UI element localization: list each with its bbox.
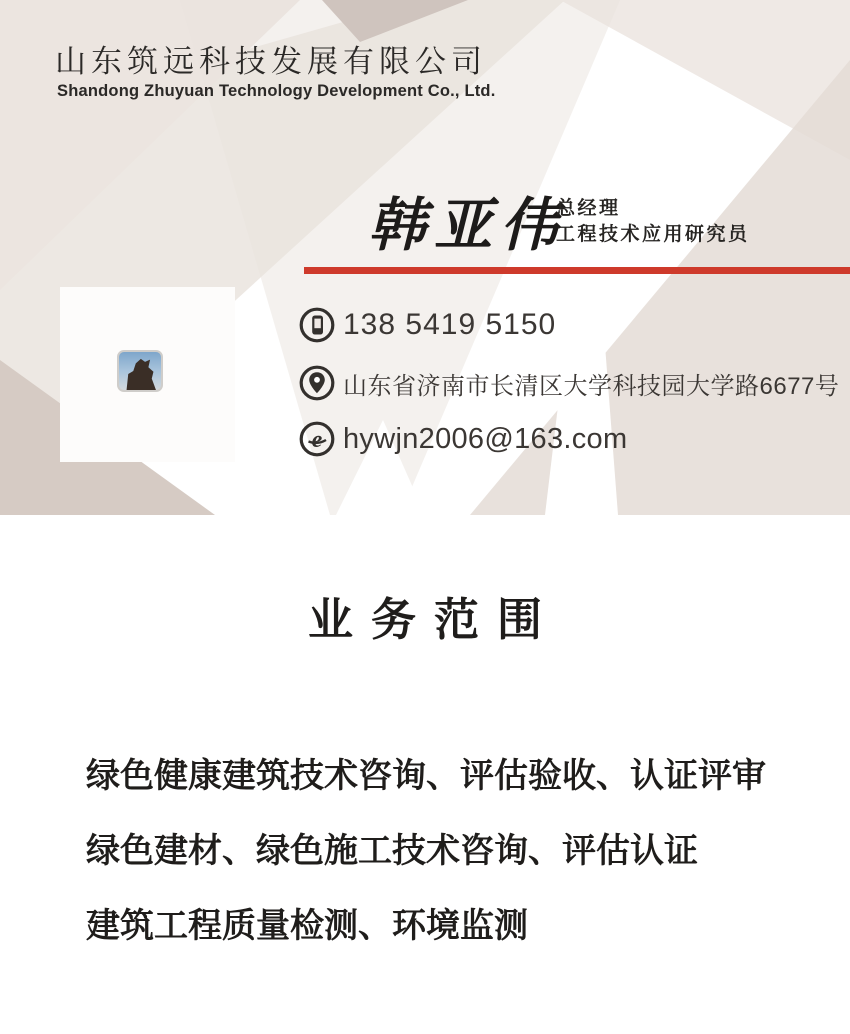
company-name-chinese: 山东筑远科技发展有限公司 (55, 44, 487, 79)
business-scope-line-text: 建筑工程质量检测、环境监测 (86, 907, 528, 945)
mobile-phone-icon (298, 306, 336, 344)
person-title-researcher: 工程技术应用研究员 (556, 224, 750, 245)
person-titles (556, 196, 750, 248)
address-row (298, 364, 839, 402)
phone-number: 138 5419 5150 (343, 308, 557, 341)
business-scope-line (86, 907, 764, 945)
business-scope-line (86, 682, 764, 720)
email-address: hywjn2006@163.com (343, 422, 628, 455)
qr-center-statue-logo (117, 350, 163, 392)
location-pin-icon (298, 364, 336, 402)
statue-silhouette (119, 352, 161, 390)
address-text: 山东省济南市长清区大学科技园大学路6677号 (343, 372, 840, 400)
business-scope-heading: 业务范围 (307, 594, 560, 645)
internet-e-icon (298, 420, 336, 458)
business-scope-list (86, 682, 764, 982)
company-name-english: Shandong Zhuyuan Technology Development Co., Ltd. (57, 82, 496, 100)
phone-row (298, 306, 556, 344)
business-scope-line-text: 绿色健康建筑技术咨询、评估验收、认证评审 (86, 757, 766, 795)
person-name: 韩亚伟 (368, 193, 567, 258)
email-row (298, 420, 627, 458)
svg-text:e: e (311, 427, 323, 453)
business-scope-line (86, 832, 764, 870)
person-title-general-manager: 总经理 (556, 198, 621, 219)
red-divider-line (304, 267, 850, 274)
business-scope-line-text: 绿色建材、绿色施工技术咨询、评估认证 (86, 832, 698, 870)
business-scope-line (86, 757, 764, 795)
